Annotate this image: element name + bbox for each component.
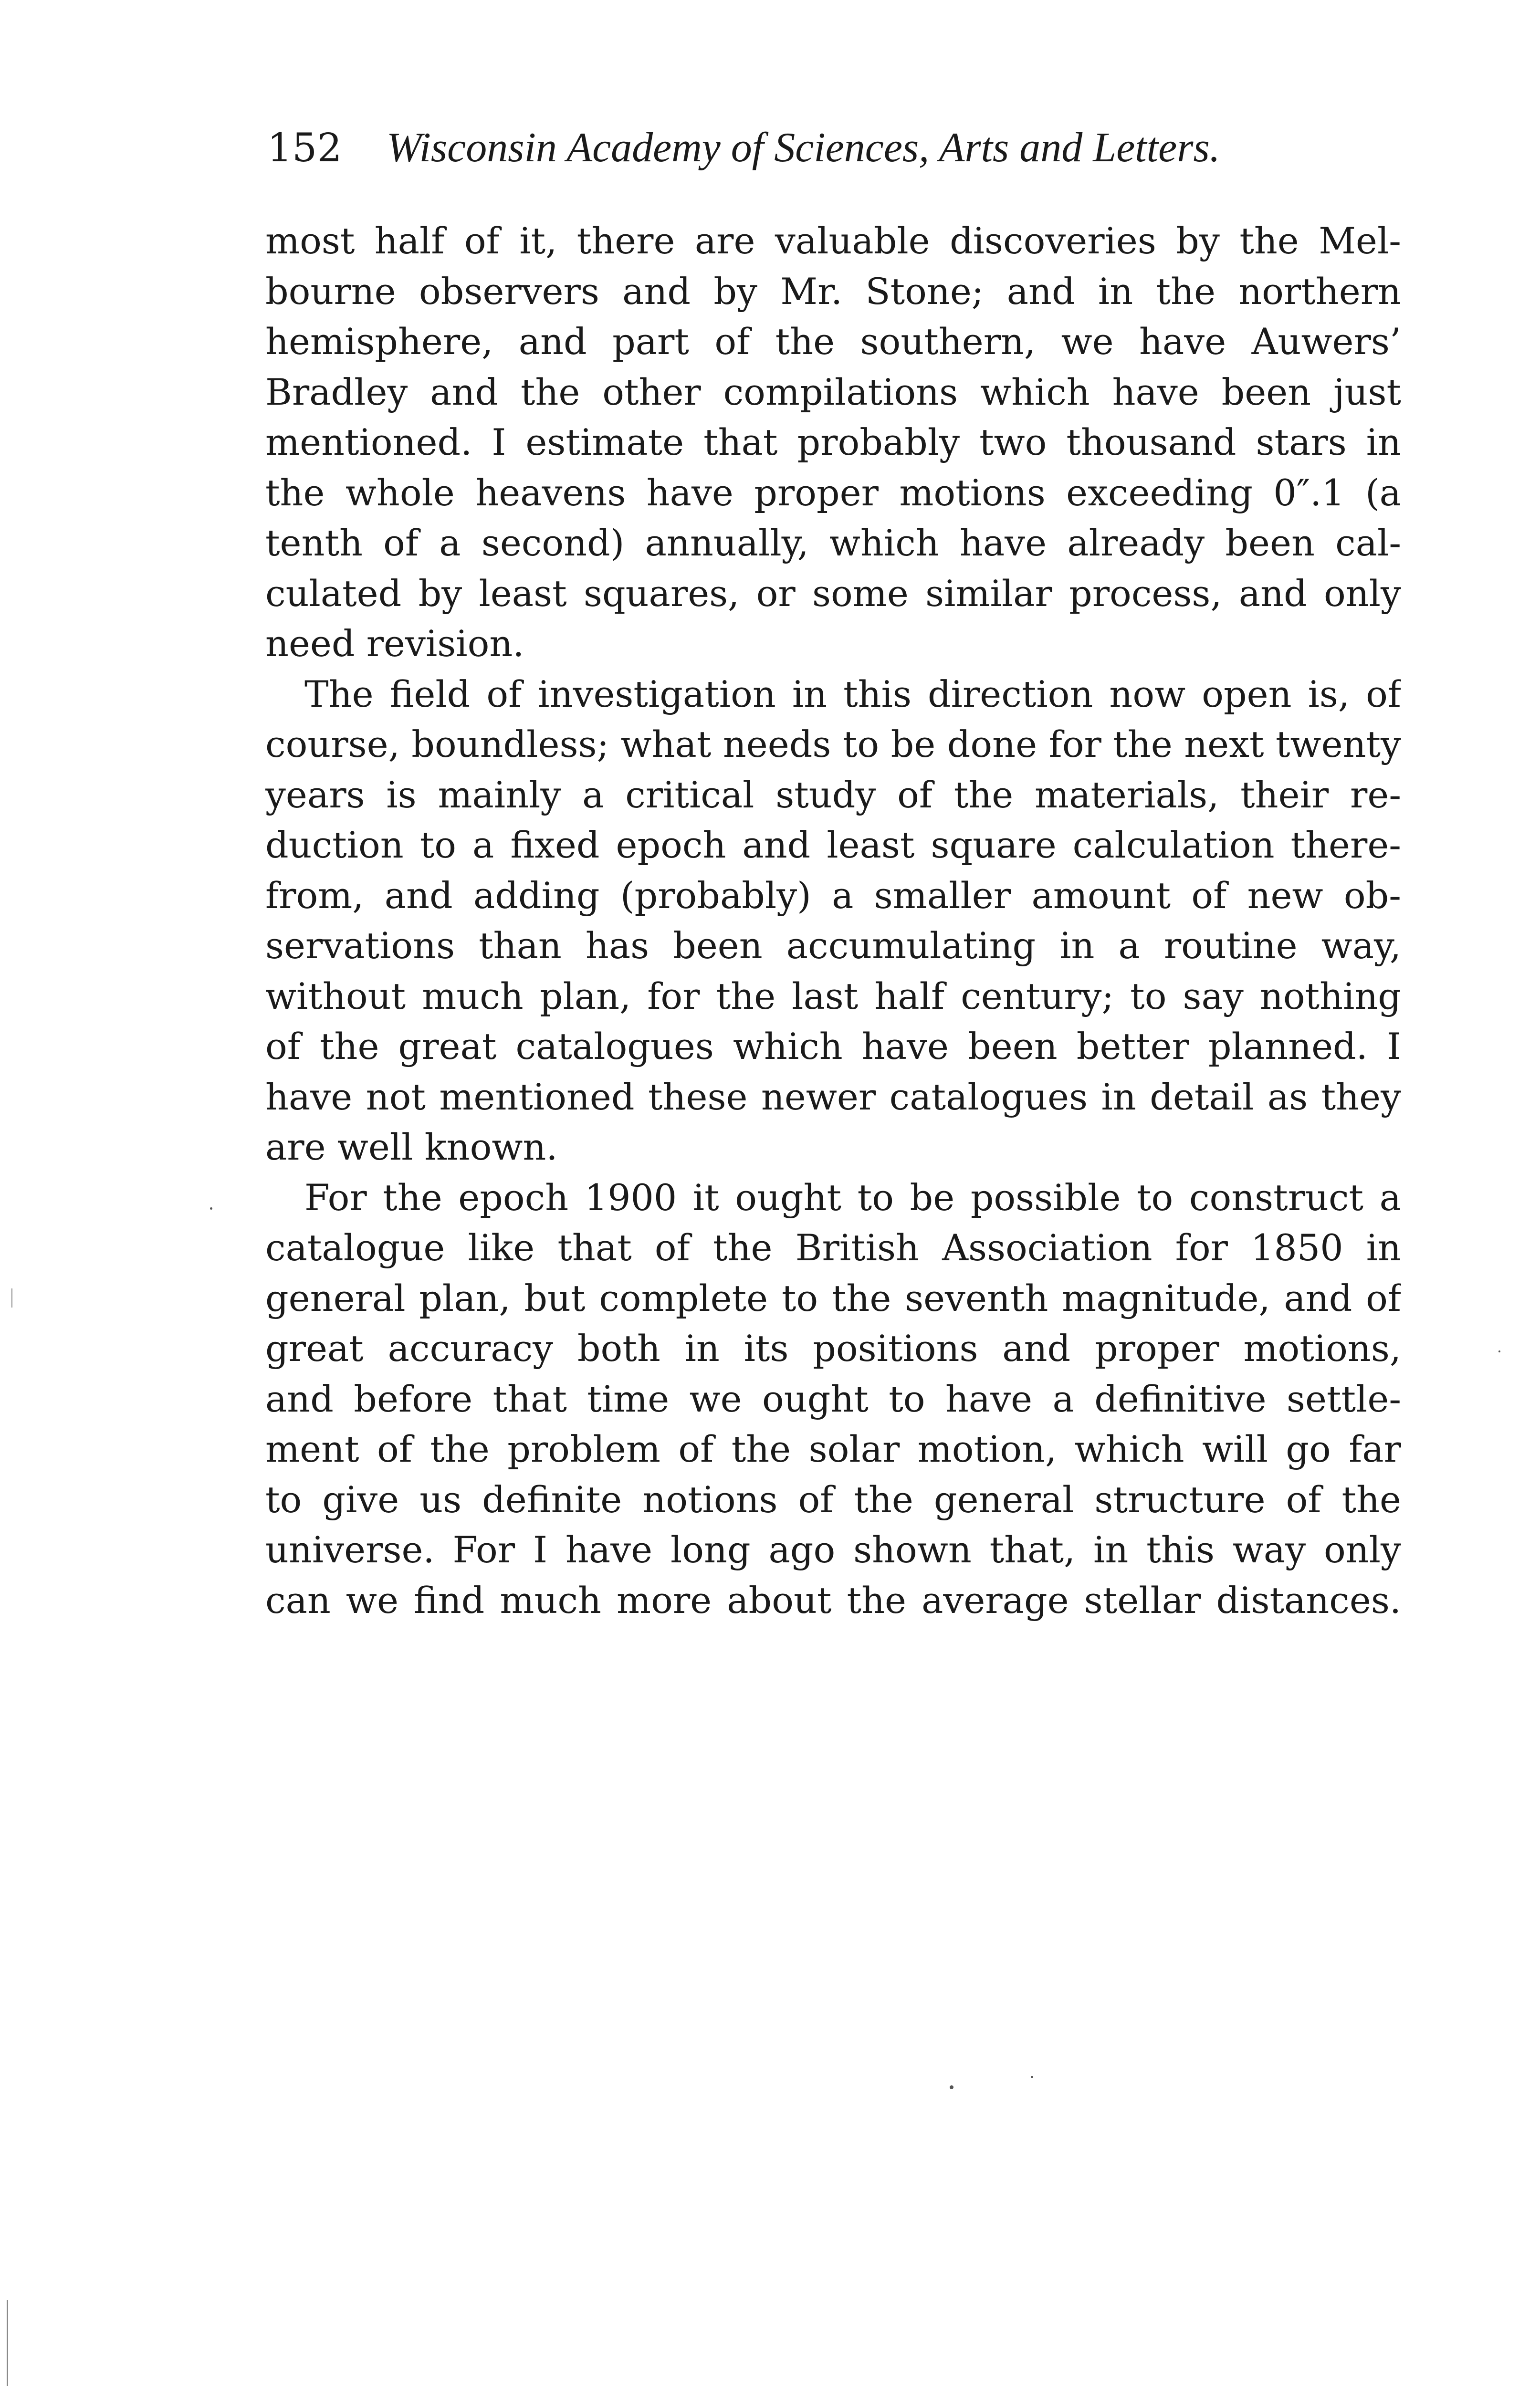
scan-edge-mark — [11, 1288, 12, 1308]
text-line: servations than has been accumulating in a routine way, — [265, 924, 1401, 967]
text-line: from, and adding (probably) a smaller amount of new ob- — [265, 874, 1401, 917]
text-line: ment of the problem of the solar motion, which will go far — [265, 1428, 1401, 1470]
scan-speck — [1031, 2076, 1033, 2078]
text-line: without much plan, for the last half century; to say nothing — [265, 974, 1401, 1017]
text-line: need revision. — [265, 622, 524, 665]
body-text — [265, 216, 1401, 1625]
text-line: have not mentioned these newer catalogues in detail as they — [265, 1075, 1401, 1118]
text-line: most half of it, there are valuable discoveries by the Mel- — [265, 220, 1401, 262]
text-line: hemisphere, and part of the southern, we have Auwers’ — [265, 320, 1401, 363]
text-line: catalogue like that of the British Association for 1850 in — [265, 1226, 1401, 1269]
text-line: culated by least squares, or some similar process, and only — [265, 572, 1401, 615]
text-line: the whole heavens have proper motions exceeding 0″.1 (a — [265, 471, 1401, 514]
text-line: great accuracy both in its positions and proper motions, — [265, 1327, 1401, 1370]
text-line: tenth of a second) annually, which have already been cal- — [265, 522, 1401, 564]
text-line: general plan, but complete to the seventh magnitude, and of — [265, 1277, 1401, 1319]
text-line: mentioned. I estimate that probably two thousand stars in — [265, 421, 1401, 463]
scan-speck — [210, 1207, 212, 1210]
text-line: and before that time we ought to have a definitive settle- — [265, 1377, 1401, 1420]
text-line: For the epoch 1900 it ought to be possible to construct a — [304, 1176, 1401, 1219]
paragraph-3 — [265, 1172, 1401, 1626]
text-line: are well known. — [265, 1126, 558, 1168]
text-line: universe. For I have long ago shown that, in this way only — [265, 1528, 1401, 1571]
text-line: of the great catalogues which have been better planned. I — [265, 1025, 1401, 1067]
scan-edge-mark — [7, 2300, 8, 2386]
text-line: bourne observers and by Mr. Stone; and in the northern — [265, 270, 1401, 313]
paragraph-2 — [265, 669, 1401, 1172]
running-head-title: Wisconsin Academy of Sciences, Arts and Letters. — [387, 125, 1220, 171]
text-line: to give us definite notions of the general structure of the — [265, 1478, 1401, 1521]
running-head — [267, 122, 1308, 174]
text-line: Bradley and the other compilations which have been just — [265, 370, 1401, 413]
text-line: years is mainly a critical study of the materials, their re- — [265, 773, 1401, 816]
paragraph-1 — [265, 216, 1401, 669]
text-line: course, boundless; what needs to be done for the next twenty — [265, 723, 1401, 765]
text-line: The field of investigation in this direction now open is, of — [304, 672, 1401, 715]
scan-speck — [1498, 1350, 1500, 1352]
text-line: can we find much more about the average stellar distances. — [265, 1579, 1401, 1622]
scan-speck — [950, 2085, 953, 2089]
text-line: duction to a fixed epoch and least square calculation there- — [265, 824, 1401, 866]
page-number: 152 — [267, 126, 342, 171]
